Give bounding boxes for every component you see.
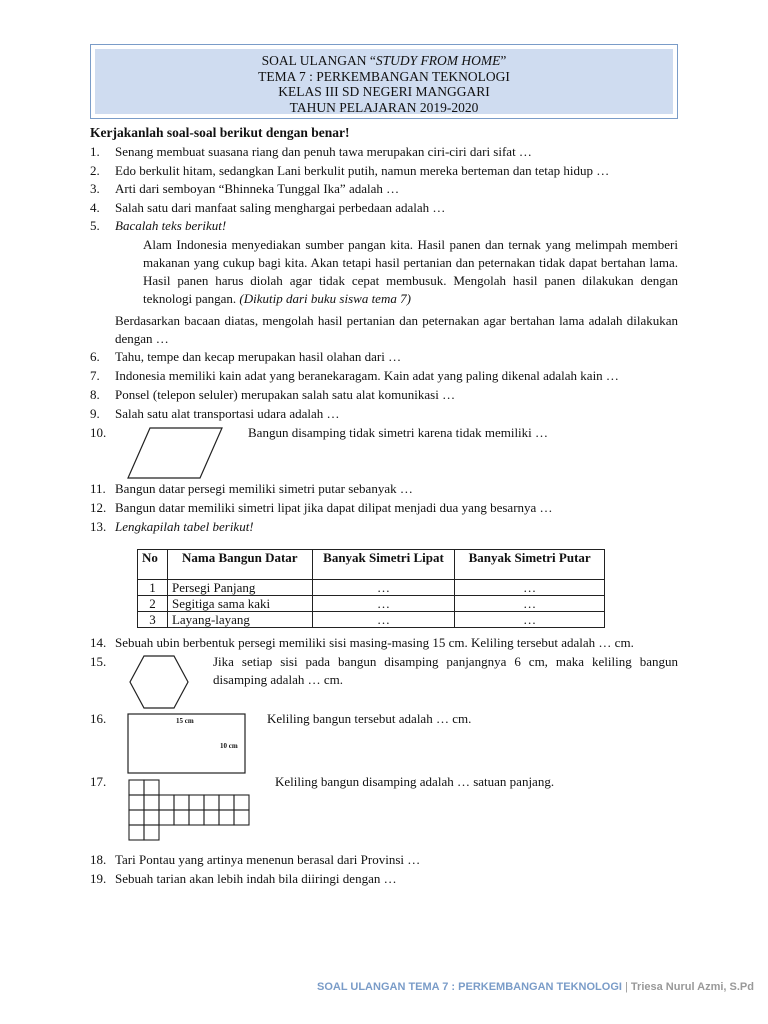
header-box xyxy=(90,44,678,119)
table-header-lipat: Banyak Simetri Lipat xyxy=(312,550,455,580)
rectangle-width-label: 15 cm xyxy=(176,717,194,725)
question-5: 5. Bacalah teks berikut! xyxy=(90,218,227,233)
question-13: 13. Lengkapilah tabel berikut! xyxy=(90,519,254,534)
hexagon-figure xyxy=(128,654,190,710)
question-17-text: Keliling bangun disamping adalah … satuan panjang. xyxy=(275,774,555,789)
table-header-no: No xyxy=(138,550,168,580)
instruction: Kerjakanlah soal-soal berikut dengan benar! xyxy=(90,125,350,140)
reading-passage: Alam Indonesia menyediakan sumber pangan kita. Hasil panen dan ternak yang melimpah memberi makanan yang cukup bagi kita. Akan tetapi hasil pertanian dan peternakan tidak dapat bertahan lama. Hasil panen harus diolah agar tidak cepat membusuk. Mengolah hasil panen dilakukan dengan teknologi pangan. (Dikutip dari buku siswa tema 7) xyxy=(143,237,678,306)
table-row: 3 Layang-layang … … xyxy=(138,612,605,628)
table-header-row xyxy=(138,550,605,580)
question-16-text: Keliling bangun tersebut adalah … cm. xyxy=(267,711,472,726)
question-1: 1. Senang membuat suasana riang dan penuh tawa merupakan ciri-ciri dari sifat … xyxy=(90,144,532,159)
grid-shape-figure xyxy=(128,779,254,841)
table-header-name: Nama Bangun Datar xyxy=(167,550,312,580)
question-18: 18. Tari Pontau yang artinya menenun berasal dari Provinsi … xyxy=(90,852,421,867)
header-italic: STUDY FROM HOME xyxy=(375,53,501,68)
footer-author: Triesa Nurul Azmi, S.Pd xyxy=(630,981,754,993)
header-line2: TEMA 7 : PERKEMBANGAN TEKNOLOGI xyxy=(258,68,510,84)
passage-source: (Dikutip dari buku siswa tema 7) xyxy=(239,291,411,306)
table-row: 1 Persegi Panjang … … xyxy=(138,580,605,596)
question-6: 6. Tahu, tempe dan kecap merupakan hasil olahan dari … xyxy=(90,349,402,364)
question-14: 14. Sebuah ubin berbentuk persegi memiliki sisi masing-masing 15 cm. Keliling tersebut adalah … cm. xyxy=(90,635,634,650)
question-15-number: 15. xyxy=(90,654,107,669)
question-4: 4. Salah satu dari manfaat saling menghargai perbedaan adalah … xyxy=(90,200,446,215)
footer-separator: | xyxy=(625,981,628,993)
question-7: 7. Indonesia memiliki kain adat yang beranekaragam. Kain adat yang paling dikenal adalah kain … xyxy=(90,368,619,383)
header-line1: SOAL ULANGAN “STUDY FROM HOME” xyxy=(261,53,507,68)
question-5-prompt: Berdasarkan bacaan diatas, mengolah hasil pertanian dan peternakan agar bertahan lama adalah dilakukan dengan … xyxy=(115,313,678,346)
page-footer xyxy=(317,981,754,993)
rectangle-height-label: 10 cm xyxy=(220,742,238,750)
question-12: 12. Bangun datar memiliki simetri lipat jika dapat dilipat menjadi dua yang besarnya … xyxy=(90,500,553,515)
table-row: 2 Segitiga sama kaki … … xyxy=(138,596,605,612)
question-10-text: Bangun disamping tidak simetri karena tidak memiliki … xyxy=(248,425,549,440)
parallelogram-figure xyxy=(125,425,225,481)
question-3: 3. Arti dari semboyan “Bhinneka Tunggal Ika” adalah … xyxy=(90,181,400,196)
question-17-number: 17. xyxy=(90,774,107,789)
header-line3: KELAS III SD NEGERI MANGGARI xyxy=(278,84,490,99)
question-2: 2. Edo berkulit hitam, sedangkan Lani berkulit putih, namun mereka berteman dan tetap hidup … xyxy=(90,163,610,178)
question-8: 8. Ponsel (telepon seluler) merupakan salah satu alat komunikasi … xyxy=(90,387,456,402)
question-11: 11. Bangun datar persegi memiliki simetri putar sebanyak … xyxy=(90,481,413,496)
table-header-putar: Banyak Simetri Putar xyxy=(455,550,605,580)
header-line4: TAHUN PELAJARAN 2019-2020 xyxy=(289,99,479,115)
question-16-number: 16. xyxy=(90,711,107,726)
symmetry-table xyxy=(137,549,605,628)
header-inner xyxy=(95,49,673,114)
question-9: 9. Salah satu alat transportasi udara adalah … xyxy=(90,406,340,421)
question-15-text: Jika setiap sisi pada bangun disamping panjangnya 6 cm, maka keliling bangun disamping adalah … cm. xyxy=(213,654,678,687)
footer-title: SOAL ULANGAN TEMA 7 : PERKEMBANGAN TEKNOLOGI xyxy=(316,981,622,993)
question-19: 19. Sebuah tarian akan lebih indah bila diiringi dengan … xyxy=(90,871,397,886)
question-10-number: 10. xyxy=(90,425,107,440)
